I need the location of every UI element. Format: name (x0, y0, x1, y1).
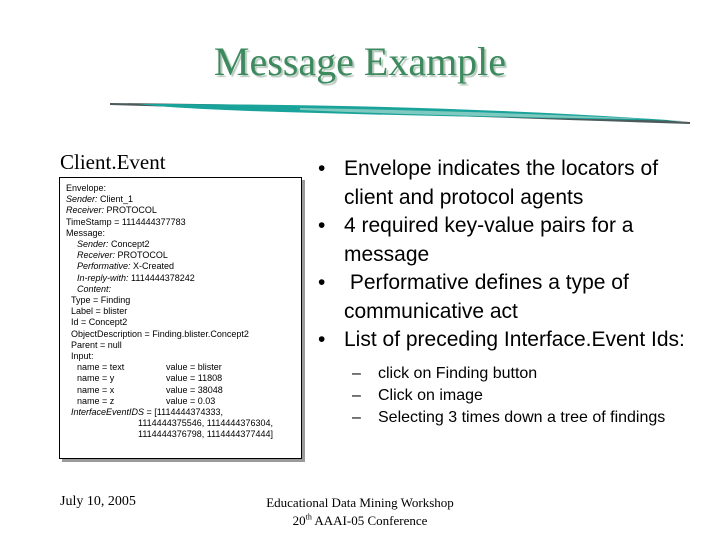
msg-sender-key: Sender: (77, 239, 109, 250)
in-reply-value: 1114444378242 (128, 272, 195, 283)
type-line: Type = Finding (71, 295, 131, 306)
dash-icon: – (352, 364, 361, 382)
receiver-line (60, 205, 301, 216)
content-label: Content: (77, 283, 112, 294)
msg-receiver-line (60, 250, 301, 261)
bullet-dot-icon: • (318, 271, 326, 294)
message-label: Message: (66, 227, 106, 238)
pair-value: value = 11808 (166, 373, 223, 384)
msg-sender-line (60, 239, 301, 250)
input-label: Input: (71, 351, 94, 362)
msg-receiver-key: Receiver: (77, 250, 116, 261)
interface-ids-key: InterfaceEventIDS (71, 407, 145, 418)
footer-conference (210, 494, 510, 530)
msg-receiver-value: PROTOCOL (115, 250, 168, 261)
sub-bullet-item (312, 363, 712, 385)
bullet-dot-icon: • (318, 157, 326, 180)
footer-ordinal-suffix: th (305, 512, 312, 522)
dash-icon: – (352, 408, 361, 426)
timestamp-line: TimeStamp = 1114444377783 (66, 216, 186, 227)
performative-line (60, 261, 301, 272)
bullet-dot-icon: • (318, 328, 326, 351)
receiver-value: PROTOCOL (104, 205, 157, 216)
slide-title: Message Example (213, 39, 507, 84)
interface-ids-value: = [1114444374333, (144, 407, 224, 418)
client-event-caption: Client.Event (60, 150, 166, 174)
pair-name: name = x (77, 384, 115, 395)
sender-value: Client_1 (97, 194, 134, 205)
bullet-text: Performative defines a type of communicative act (344, 271, 635, 323)
pair-value: value = blister (166, 362, 222, 373)
message-box (59, 177, 302, 459)
in-reply-key: In-reply-with: (77, 272, 129, 283)
bullet-text: List of preceding Interface.Event Ids: (344, 328, 685, 351)
label-line: Label = blister (71, 306, 128, 317)
receiver-key: Receiver: (66, 205, 105, 216)
bullet-dot-icon: • (318, 214, 326, 237)
sub-bullet-list (312, 363, 712, 429)
pair-name: name = text (77, 362, 125, 373)
msg-sender-value: Concept2 (108, 239, 150, 250)
interface-ids-line-3: 1114444376798, 1114444377444] (138, 429, 273, 440)
dash-icon: – (352, 386, 361, 404)
sub-bullet-text: Click on image (378, 386, 483, 404)
parent-line: Parent = null (71, 339, 122, 350)
sub-bullet-text: Selecting 3 times down a tree of findings (378, 408, 666, 426)
footer-workshop-line: Educational Data Mining Workshop (266, 495, 454, 510)
bullet-item (312, 326, 712, 355)
bullet-item (312, 155, 712, 212)
footer-ordinal-number: 20 (292, 513, 306, 528)
pair-name: name = z (77, 395, 115, 406)
bullet-item (312, 212, 712, 269)
bullet-list (312, 155, 712, 429)
pair-name: name = y (77, 373, 115, 384)
bullet-text: 4 required key-value pairs for a message (344, 214, 634, 266)
sender-key: Sender: (66, 194, 98, 205)
envelope-label: Envelope: (66, 183, 107, 193)
input-pair-row (60, 362, 301, 373)
pair-value: value = 38048 (166, 384, 223, 395)
sub-bullet-item (312, 385, 712, 407)
sub-bullet-text: click on Finding button (378, 364, 538, 382)
performative-key: Performative: (77, 261, 131, 272)
bullet-item (312, 269, 712, 326)
object-description-line: ObjectDescription = Finding.blister.Concept2 (71, 328, 249, 339)
title-underline-rule (0, 96, 720, 130)
performative-value: X-Created (130, 261, 175, 272)
interface-ids-line (60, 407, 301, 418)
input-pair-row (60, 373, 301, 384)
interface-ids-line-2: 1114444375546, 1114444376304, (138, 418, 273, 429)
footer-conference-line (210, 512, 510, 530)
pair-value: value = 0.03 (166, 395, 216, 406)
sub-bullet-item (312, 407, 712, 429)
input-pair-row (60, 385, 301, 396)
id-line: Id = Concept2 (71, 317, 128, 328)
bullet-text: Envelope indicates the locators of client and protocol agents (344, 157, 659, 209)
input-pair-row (60, 396, 301, 407)
sender-line (60, 194, 301, 205)
footer-conference-name: AAAI-05 Conference (311, 513, 428, 528)
footer-date: July 10, 2005 (60, 494, 136, 509)
in-reply-line (60, 273, 301, 284)
